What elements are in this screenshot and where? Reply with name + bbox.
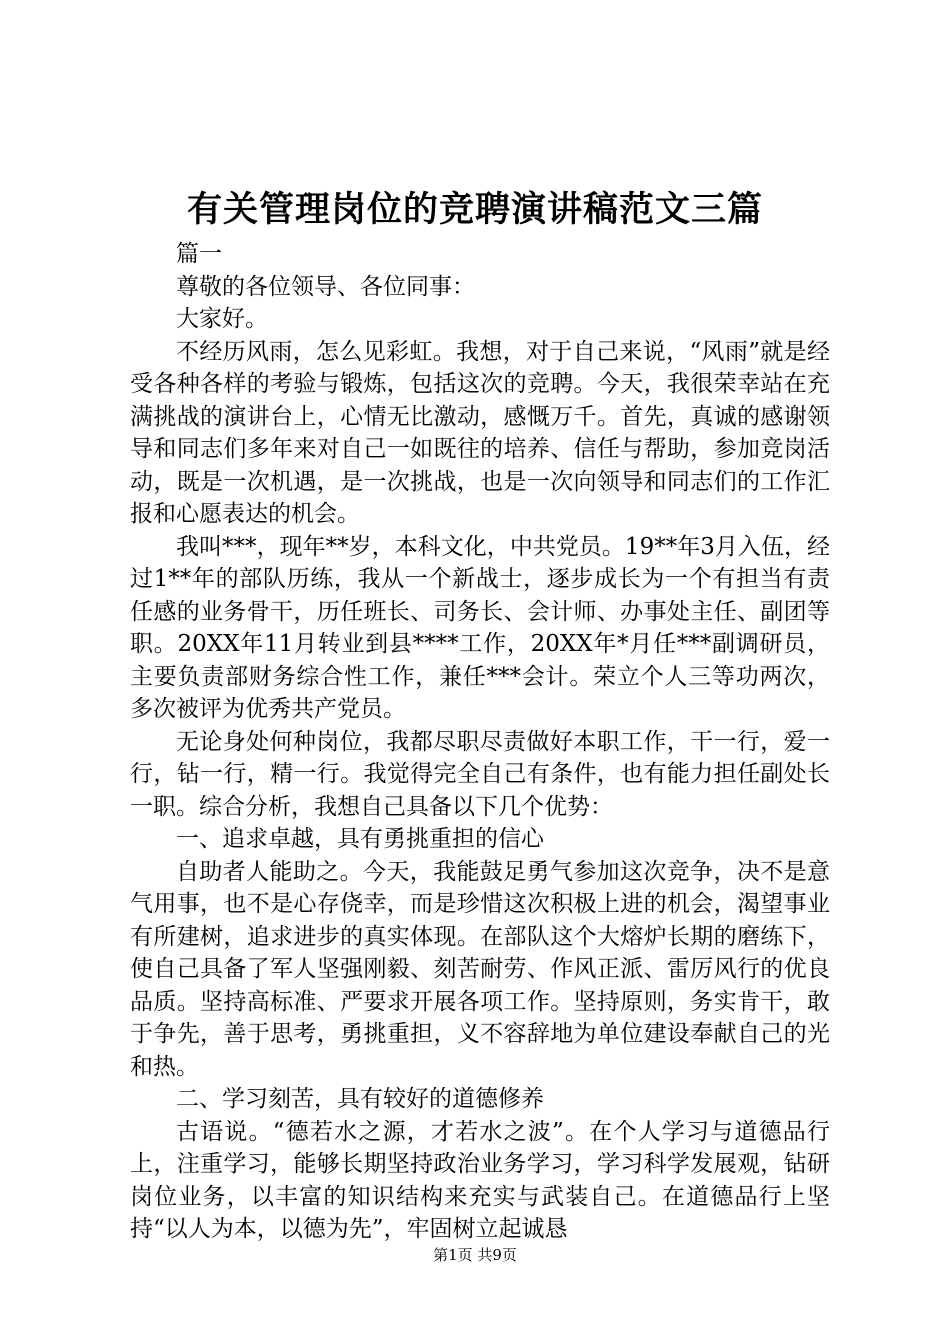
document-body — [130, 238, 830, 1246]
subsection-heading: 一、追求卓越，具有勇挑重担的信心 — [176, 826, 544, 852]
body-paragraph: 无论身处何种岗位，我都尽职尽责做好本职工作，干一行，爱一行，钻一行，精一行。我觉得完全自己有条件，也有能力担任副处长一职。综合分析，我想自己具备以下几个优势： — [130, 728, 830, 820]
salutation: 尊敬的各位领导、各位同事： — [176, 273, 475, 300]
section-heading: 篇一 — [176, 241, 222, 267]
subsection-heading: 二、学习刻苦，具有较好的道德修养 — [176, 1086, 544, 1112]
document-title: 有关管理岗位的竞聘演讲稿范文三篇 — [186, 189, 763, 230]
body-paragraph: 古语说。“德若水之源，才若水之波”。在个人学习与道德品行上，注重学习，能够长期坚持政治业务学习，学习科学发展观，钻研岗位业务，以丰富的知识结构来充实与武装自己。在道德品行上坚持“以人为本，以德为先”，牢固树立起诚恳 — [130, 1118, 830, 1242]
body-paragraph: 自助者人能助之。今天，我能鼓足勇气参加这次竞争，决不是意气用事，也不是心存侥幸，而是珍惜这次积极上进的机会，渴望事业有所建树，追求进步的真实体现。在部队这个大熔炉长期的磨练下，使自己具备了军人坚强刚毅、刻苦耐劳、作风正派、雷厉风行的优良品质。坚持高标准、严要求开展各项工作。坚持原则，务实肯干，敢于争先，善于思考，勇挑重担，义不容辞地为单位建设奉献自己的光和热。 — [130, 858, 830, 1080]
page-number-footer: 第1页 共9页 — [433, 1246, 517, 1264]
greeting: 大家好。 — [176, 306, 268, 332]
body-paragraph: 我叫***，现年**岁，本科文化，中共党员。19**年3月入伍，经过1**年的部队历练，我从一个新战士，逐步成长为一个有担当有责任感的业务骨干，历任班长、司务长、会计师、办事处主任、副团等职。20XX年11月转业到县****工作，20XX年*月任***副调研员，主要负责部财务综合性工作，兼任***会计。荣立个人三等功两次，多次被评为优秀共产党员。 — [130, 533, 830, 722]
body-paragraph: 不经历风雨，怎么见彩虹。我想，对于自己来说，“风雨”就是经受各种各样的考验与锻炼，包括这次的竞聘。今天，我很荣幸站在充满挑战的演讲台上，心情无比激动，感慨万千。首先，真诚的感谢领导和同志们多年来对自己一如既往的培养、信任与帮助，参加竞岗活动，既是一次机遇，是一次挑战，也是一次向领导和同志们的工作汇报和心愿表达的机会。 — [130, 338, 830, 527]
